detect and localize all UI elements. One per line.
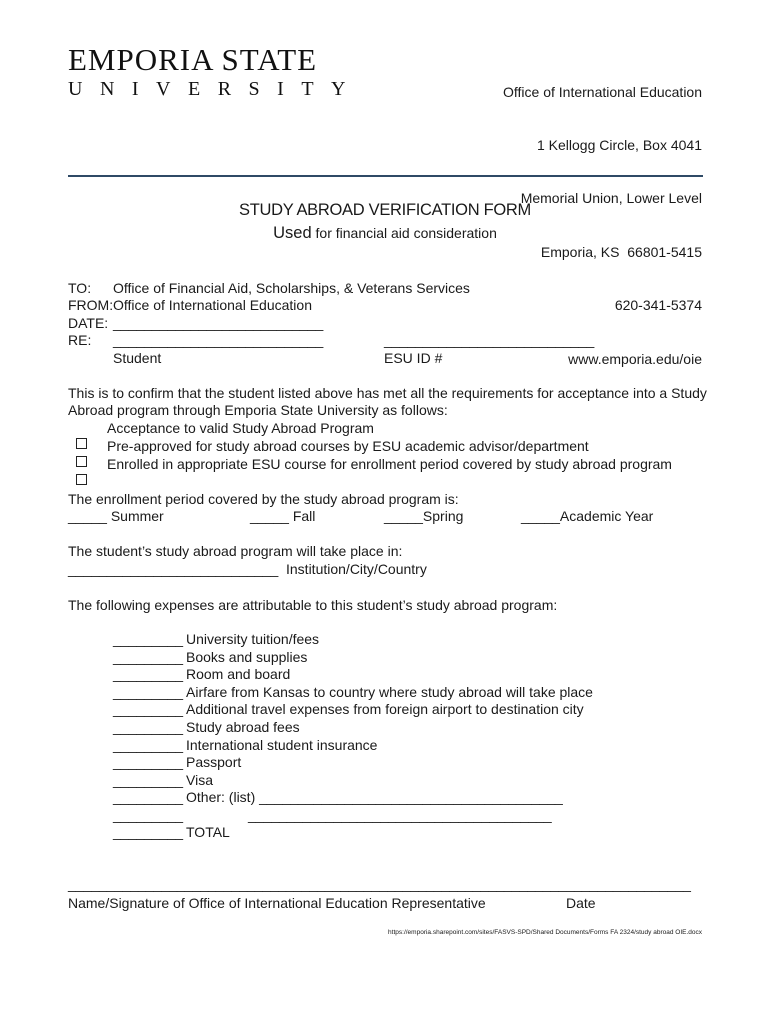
university-logo-line2: UNIVERSITY (68, 78, 363, 100)
signature-name-label: Name/Signature of Office of International Education Representative (68, 895, 486, 911)
student-label: Student (113, 350, 162, 366)
signature-line[interactable]: ________________________________________________________________________________ (68, 876, 691, 892)
to-label: TO: (68, 280, 92, 296)
address-line: Office of International Education (503, 83, 702, 100)
expense-label: Study abroad fees (186, 719, 300, 735)
expense-label: Additional travel expenses from foreign airport to destination city (186, 701, 584, 717)
expense-label: Visa (186, 772, 213, 788)
from-label: FROM: (68, 297, 114, 313)
location-field[interactable]: ___________________________ (68, 561, 279, 577)
requirement-item (68, 456, 87, 488)
expense-amount-field[interactable]: _________ (113, 666, 184, 682)
esu-id-field[interactable]: ___________________________ (384, 332, 595, 348)
form-title: STUDY ABROAD VERIFICATION FORM (238, 201, 531, 219)
re-label: RE: (68, 332, 92, 348)
expense-amount-field[interactable]: _________ (113, 631, 184, 647)
document-path-footer: https://emporia.sharepoint.com/sites/FASVS-SPD/Shared Documents/Forms FA 2324/study abroad OIE.docx (388, 929, 702, 936)
total-amount-field[interactable]: _________ (113, 824, 184, 840)
period-fall-field[interactable]: _____ Fall (250, 508, 316, 524)
date-label: DATE: (68, 315, 109, 331)
period-spring-field[interactable]: _____Spring (384, 508, 464, 524)
expense-amount-field[interactable]: _________ (113, 807, 184, 823)
from-value: Office of International Education (113, 297, 312, 313)
expense-label: Room and board (186, 666, 291, 682)
esu-id-label: ESU ID # (384, 350, 443, 366)
to-value: Office of Financial Aid, Scholarships, & Veterans Services (113, 280, 470, 296)
expense-amount-field[interactable]: _________ (113, 789, 184, 805)
expense-other-line[interactable]: _______________________________________ (248, 807, 552, 823)
expense-label: University tuition/fees (186, 631, 320, 647)
expense-amount-field[interactable]: _________ (113, 649, 184, 665)
header-divider (68, 175, 703, 177)
form-subtitle (0, 224, 770, 243)
period-intro: The enrollment period covered by the study abroad program is: (68, 491, 459, 507)
total-label: TOTAL (186, 824, 230, 840)
expense-label: Passport (186, 754, 242, 770)
checkbox[interactable] (76, 474, 87, 485)
address-line: Memorial Union, Lower Level (520, 190, 702, 207)
expense-amount-field[interactable]: _________ (113, 684, 184, 700)
subtitle-used: Used (273, 224, 312, 242)
period-academic-year-field[interactable]: _____Academic Year (521, 508, 654, 524)
requirement-label: Pre-approved for study abroad courses by ESU academic advisor/department (107, 438, 589, 454)
location-intro: The student’s study abroad program will take place in: (68, 543, 403, 559)
expenses-intro: The following expenses are attributable to this student’s study abroad program: (68, 597, 558, 613)
expense-label: International student insurance (186, 737, 378, 753)
address-website: www.emporia.edu/oie (568, 350, 702, 367)
address-line: 620-341-5374 (614, 297, 702, 314)
expense-amount-field[interactable]: _________ (113, 701, 184, 717)
confirm-intro-line2: Abroad program through Emporia State University as follows: (68, 402, 448, 418)
date-field[interactable]: ___________________________ (113, 315, 324, 331)
confirm-intro-line1: This is to confirm that the student listed above has met all the requirements for acceptance into a Study (68, 385, 707, 401)
period-summer-field[interactable]: _____ Summer (68, 508, 164, 524)
requirement-label: Enrolled in appropriate ESU course for enrollment period covered by study abroad program (107, 456, 672, 472)
expense-amount-field[interactable]: _________ (113, 719, 184, 735)
location-label: Institution/City/Country (286, 561, 427, 577)
expense-label: Airfare from Kansas to country where study abroad will take place (186, 684, 593, 700)
subtitle-rest: for financial aid consideration (315, 225, 497, 241)
requirement-label: Acceptance to valid Study Abroad Program (107, 420, 374, 436)
address-line: Emporia, KS 66801-5415 (540, 243, 702, 260)
expense-amount-field[interactable]: _________ (113, 737, 184, 753)
expense-amount-field[interactable]: _________ (113, 754, 184, 770)
university-logo-line1: EMPORIA STATE (68, 42, 318, 77)
expense-other-label[interactable]: Other: (list) _______________________________________ (186, 789, 563, 805)
expense-label: Books and supplies (186, 649, 308, 665)
expense-amount-field[interactable]: _________ (113, 772, 184, 788)
address-line: 1 Kellogg Circle, Box 4041 (537, 136, 702, 153)
signature-date-label: Date (566, 895, 596, 911)
student-name-field[interactable]: ___________________________ (113, 332, 324, 348)
